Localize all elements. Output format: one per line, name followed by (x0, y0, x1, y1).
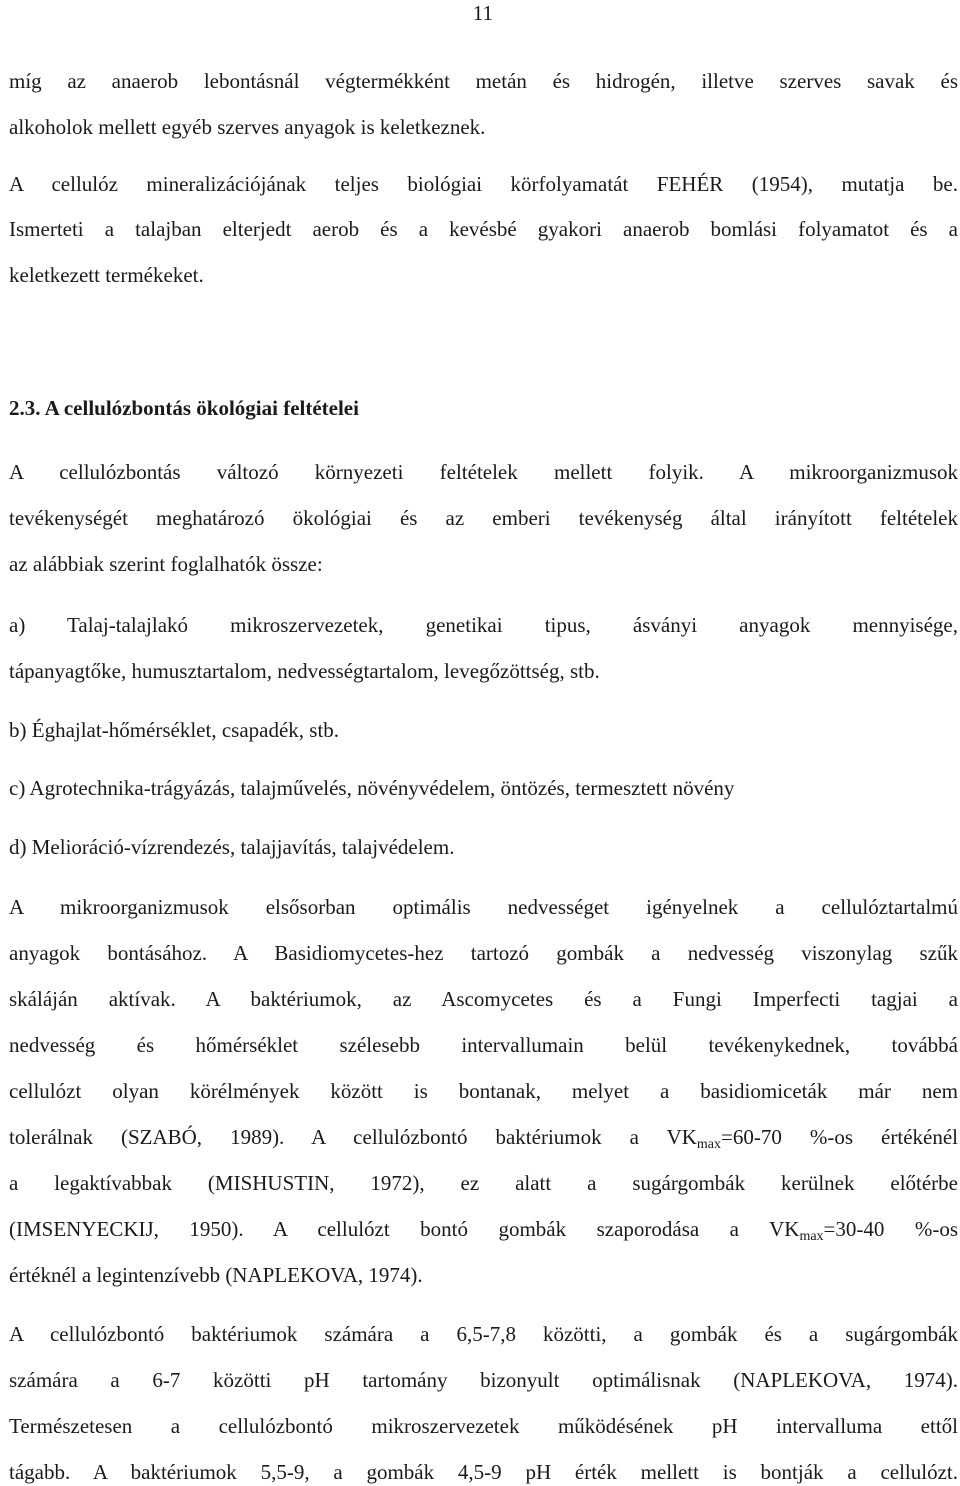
list-item: a) Talaj-talajlakó mikroszervezetek, genetikai tipus, ásványi anyagok mennyisége, (9, 613, 958, 637)
text-line: anyagok bontásához. A Basidiomycetes-hez tartozó gombák a nedvesség viszonylag szűk (9, 941, 958, 965)
text-line: A cellulóz mineralizációjának teljes biológiai körfolyamatát FEHÉR (1954), mutatja be. (9, 172, 958, 196)
text-line: cellulózt olyan körélmények között is bontanak, melyet a basidiomiceták már nem (9, 1079, 958, 1103)
text-line: A mikroorganizmusok elsősorban optimális nedvességet igényelnek a cellulóztartalmú (9, 895, 958, 919)
text-line: tágabb. A baktériumok 5,5-9, a gombák 4,5-9 pH érték mellett is bontják a cellulózt. (9, 1460, 958, 1484)
text-line: alkoholok mellett egyéb szerves anyagok is keletkeznek. (9, 115, 486, 139)
text-line: számára a 6-7 közötti pH tartomány bizonyult optimálisnak (NAPLEKOVA, 1974). (9, 1368, 958, 1392)
subscript: max (799, 1229, 824, 1244)
page-number: 11 (472, 1, 493, 25)
text-line: nedvesség és hőmérséklet szélesebb intervallumain belül tevékenykednek, továbbá (9, 1033, 958, 1057)
list-item-continuation: tápanyagtőke, humusztartalom, nedvességtartalom, levegőzöttség, stb. (9, 659, 600, 683)
text-line: értéknél a legintenzívebb (NAPLEKOVA, 1974). (9, 1263, 423, 1287)
text-fragment: =60-70 %-os értékénél (721, 1125, 958, 1149)
text-line: tevékenységét meghatározó ökológiai és az emberi tevékenység által irányított feltételek (9, 506, 958, 530)
text-line: a legaktívabbak (MISHUSTIN, 1972), ez alatt a sugárgombák kerülnek előtérbe (9, 1171, 958, 1195)
list-item: b) Éghajlat-hőmérséklet, csapadék, stb. (9, 718, 340, 742)
text-line (9, 1124, 958, 1150)
text-line: míg az anaerob lebontásnál végtermékként metán és hidrogén, illetve szerves savak és (9, 69, 958, 93)
text-line: az alábbiak szerint foglalhatók össze: (9, 552, 323, 576)
subscript: max (696, 1137, 722, 1152)
text-line: Ismerteti a talajban elterjedt aerob és a kevésbé gyakori anaerob bomlási folyamatot és a (9, 217, 958, 241)
list-item: c) Agrotechnika-trágyázás, talajművelés, növényvédelem, öntözés, termesztett növény (9, 776, 735, 800)
text-line: keletkezett termékeket. (9, 263, 204, 287)
text-fragment: =30-40 %-os (823, 1217, 959, 1241)
text-line: A cellulózbontás változó környezeti feltételek mellett folyik. A mikroorganizmusok (9, 460, 958, 484)
section-heading: 2.3. A cellulózbontás ökológiai feltételei (9, 396, 359, 420)
text-fragment: (IMSENYECKIJ, 1950). A cellulózt bontó gombák szaporodása a VK (9, 1217, 800, 1241)
text-line: A cellulózbontó baktériumok számára a 6,5-7,8 közötti, a gombák és a sugárgombák (9, 1322, 958, 1346)
text-line (9, 1216, 958, 1242)
list-item: d) Melioráció-vízrendezés, talajjavítás, talajvédelem. (9, 835, 455, 859)
text-line: skáláján aktívak. A baktériumok, az Ascomycetes és a Fungi Imperfecti tagjai a (9, 987, 958, 1011)
text-fragment: tolerálnak (SZABÓ, 1989). A cellulózbontó baktériumok a VK (9, 1125, 697, 1149)
text-line: Természetesen a cellulózbontó mikroszervezetek működésének pH intervalluma ettől (9, 1414, 958, 1438)
